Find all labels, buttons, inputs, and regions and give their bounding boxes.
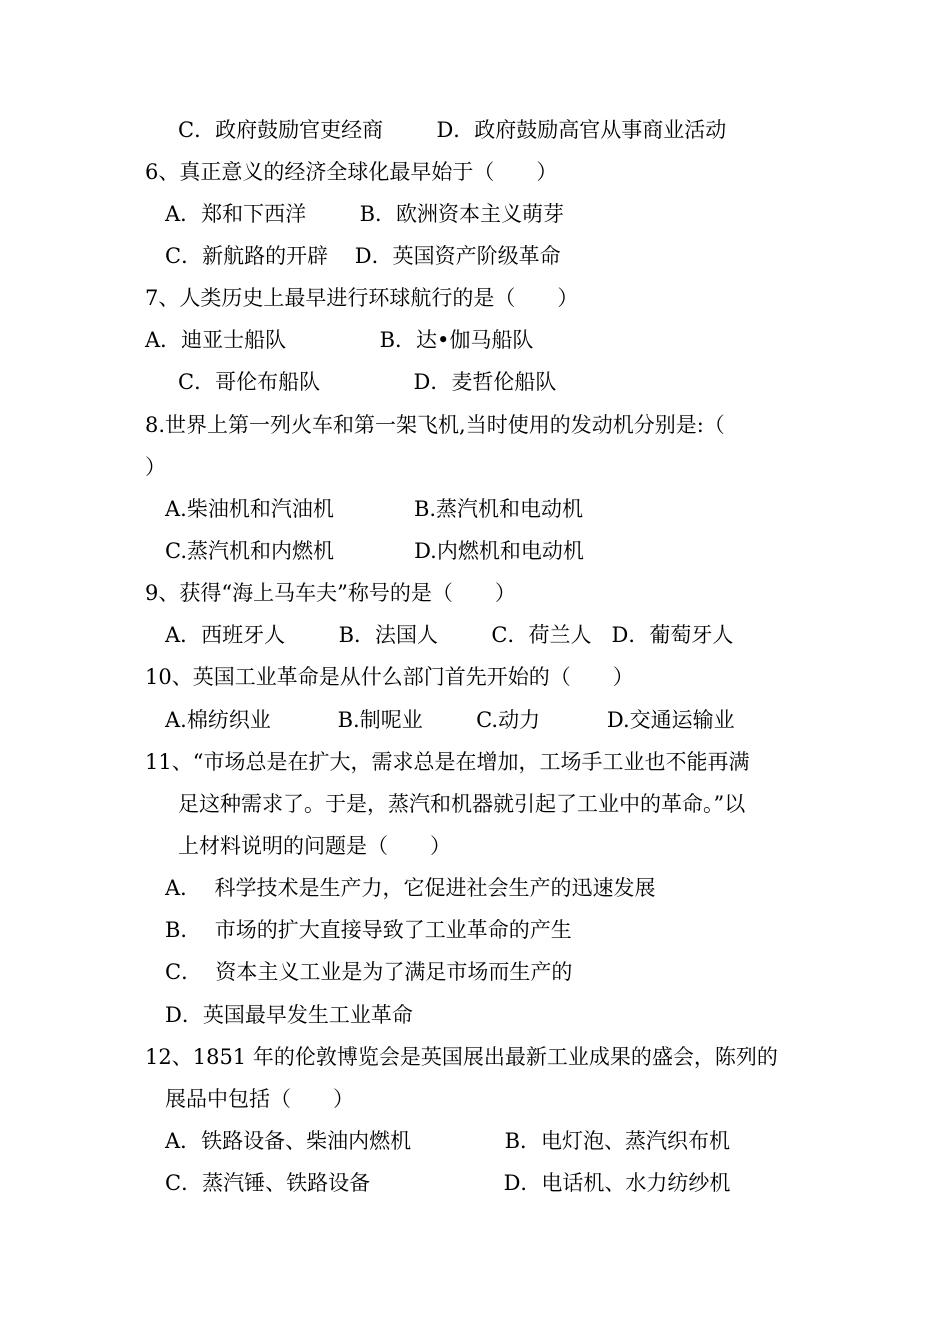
q11-stem-line2: 足这种需求了。于是，蒸汽和机器就引起了工业中的革命。”以 [178, 792, 746, 816]
q11-stem-line3: 上材料说明的问题是（ ） [178, 834, 451, 858]
q11-option-d: D．英国最早发生工业革命 [165, 1003, 413, 1027]
q8-options-cd: C.蒸汽机和内燃机 D.内燃机和电动机 [165, 539, 584, 563]
q9-stem: 9、获得“海上马车夫”称号的是（ ） [145, 581, 516, 605]
q11-option-b: B． 市场的扩大直接导致了工业革命的产生 [165, 918, 572, 942]
q10-stem: 10、英国工业革命是从什么部门首先开始的（ ） [145, 665, 634, 689]
q6-options-cd: C．新航路的开辟 D．英国资产阶级革命 [165, 244, 561, 268]
q12-stem-line2: 展品中包括（ ） [165, 1087, 354, 1111]
q5-options-cd: C．政府鼓励官吏经商 D．政府鼓励高官从事商业活动 [178, 118, 727, 142]
q6-stem: 6、真正意义的经济全球化最早始于（ ） [145, 160, 558, 184]
q12-stem-line1: 12、1851 年的伦敦博览会是英国展出最新工业成果的盛会，陈列的 [145, 1045, 778, 1069]
q6-options-ab: A．郑和下西洋 B．欧洲资本主义萌芽 [165, 202, 564, 226]
q7-options-cd: C．哥伦布船队 D．麦哲伦船队 [178, 370, 557, 394]
q8-stem-continued: ） [145, 455, 166, 479]
q12-options-cd: C．蒸汽锤、铁路设备 D．电话机、水力纺纱机 [165, 1171, 731, 1195]
q10-options: A.棉纺织业 B.制呢业 C.动力 D.交通运输业 [165, 708, 735, 732]
q8-options-ab: A.柴油机和汽油机 B.蒸汽机和电动机 [165, 497, 584, 521]
q11-stem-line1: 11、“市场总是在扩大，需求总是在增加，工场手工业也不能再满 [145, 750, 750, 774]
q11-option-a: A． 科学技术是生产力，它促进社会生产的迅速发展 [165, 876, 656, 900]
q8-stem: 8.世界上第一列火车和第一架飞机,当时使用的发动机分别是:（ [145, 413, 725, 437]
q11-option-c: C． 资本主义工业是为了满足市场而生产的 [165, 960, 573, 984]
q12-options-ab: A．铁路设备、柴油内燃机 B．电灯泡、蒸汽织布机 [165, 1129, 731, 1153]
q9-options: A．西班牙人 B．法国人 C．荷兰人 D．葡萄牙人 [165, 623, 734, 647]
q7-stem: 7、人类历史上最早进行环球航行的是（ ） [145, 286, 579, 310]
q7-options-ab: A．迪亚士船队 B．达•伽马船队 [145, 328, 534, 352]
